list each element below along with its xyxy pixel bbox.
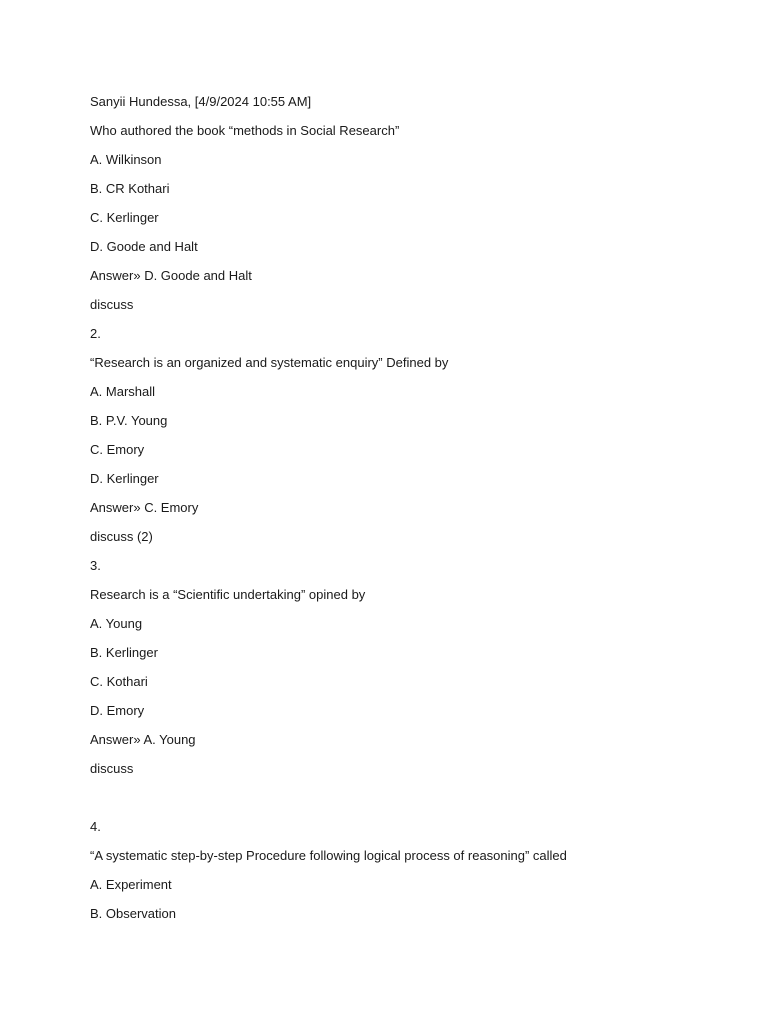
document-page <box>90 94 730 935</box>
question-2-number: 2. <box>90 326 101 341</box>
question-3-option-a: A. Young <box>90 616 143 631</box>
question-2-option-c: C. Emory <box>90 442 145 457</box>
question-4-option-b: B. Observation <box>90 906 176 921</box>
question-2-option-b: B. P.V. Young <box>90 413 168 428</box>
message-header: Sanyii Hundessa, [4/9/2024 10:55 AM] <box>90 94 312 109</box>
question-4-number: 4. <box>90 819 101 834</box>
question-1-option-d: D. Goode and Halt <box>90 239 198 254</box>
question-2-option-d: D. Kerlinger <box>90 471 159 486</box>
question-3-option-b: B. Kerlinger <box>90 645 158 660</box>
question-1-answer: Answer» D. Goode and Halt <box>90 268 252 283</box>
question-2-text: “Research is an organized and systematic enquiry” Defined by <box>90 355 449 370</box>
question-1-text: Who authored the book “methods in Social Research” <box>90 123 400 138</box>
question-1-discuss: discuss <box>90 297 134 312</box>
question-1-option-b: B. CR Kothari <box>90 181 170 196</box>
question-1-option-c: C. Kerlinger <box>90 210 159 225</box>
question-3-option-d: D. Emory <box>90 703 145 718</box>
question-2-option-a: A. Marshall <box>90 384 156 399</box>
question-3-text: Research is a “Scientific undertaking” opined by <box>90 587 366 602</box>
blank-line <box>90 790 730 819</box>
question-3-answer: Answer» A. Young <box>90 732 196 747</box>
question-4-text: “A systematic step-by-step Procedure following logical process of reasoning” called <box>90 848 567 863</box>
question-3-number: 3. <box>90 558 101 573</box>
question-3-discuss: discuss <box>90 761 134 776</box>
question-2-discuss: discuss (2) <box>90 529 153 544</box>
question-4-option-a: A. Experiment <box>90 877 172 892</box>
question-1-option-a: A. Wilkinson <box>90 152 162 167</box>
question-2-answer: Answer» C. Emory <box>90 500 199 515</box>
question-3-option-c: C. Kothari <box>90 674 148 689</box>
